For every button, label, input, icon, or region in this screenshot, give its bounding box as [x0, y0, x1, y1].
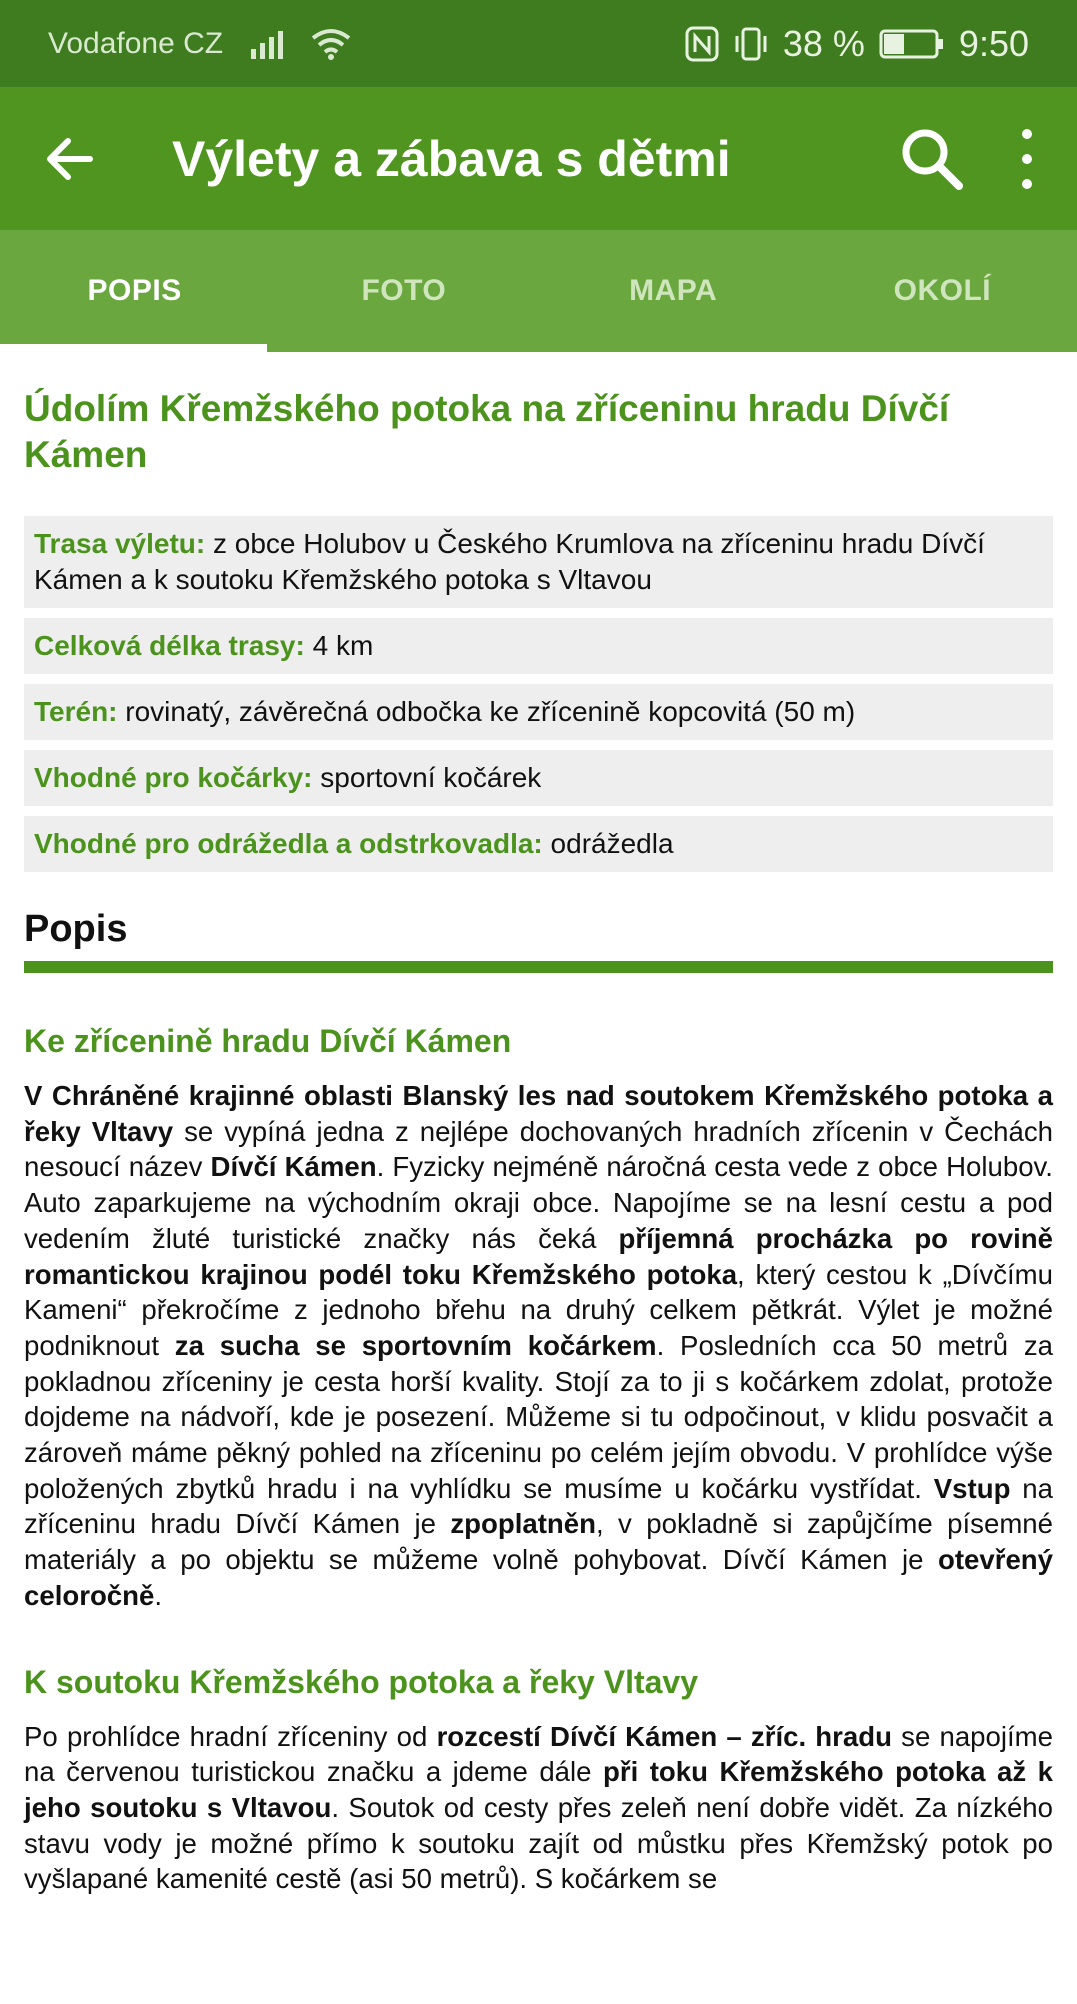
text: se napojíme na červenou turistickou značku a jdeme dále	[24, 1720, 1054, 1788]
tab-popis[interactable]: POPIS	[87, 274, 182, 307]
battery-percent: 38 %	[782, 22, 865, 64]
tab-bar	[0, 230, 1077, 352]
status-left	[48, 27, 351, 61]
paragraph-castle	[24, 1078, 1053, 1614]
vibrate-icon	[733, 26, 769, 62]
info-row-balance-bikes	[24, 816, 1053, 872]
text: .	[154, 1579, 163, 1611]
bold-text: Dívčí Kámen	[210, 1151, 377, 1183]
more-options-button[interactable]	[1017, 129, 1037, 189]
bold-text: zpoplatněn	[450, 1508, 596, 1540]
text: se vypíná jedna z nejlépe dochovaných hradních zřícenin v Čechách nesoucí název	[24, 1115, 1054, 1183]
text: . Soutok od cesty přes zeleň není dobře vidět. Za nízkého stavu vody je možné přímo k soutoku zajít od můstku přes Křemžský potok po vyšlapané kamenité cestě (asi 50 metrů). S kočárkem se	[24, 1791, 1053, 1895]
bold-text: rozcestí Dívčí Kámen – zříc. hradu	[436, 1720, 892, 1752]
info-value: 4 km	[312, 630, 374, 661]
info-row-route	[24, 516, 1053, 608]
info-value: odrážedla	[550, 828, 674, 859]
status-right	[685, 23, 1029, 65]
more-vert-icon	[1022, 129, 1032, 139]
bold-text: při toku Křemžského potoka až k jeho soutoku s Vltavou	[24, 1756, 1053, 1823]
info-row-strollers	[24, 750, 1053, 806]
info-value: z obce Holubov u Českého Krumlova na zříceninu hradu Dívčí Kámen a k soutoku Křemžského potoka s Vltavou	[34, 528, 985, 595]
paragraph-confluence	[24, 1719, 1053, 1898]
back-arrow-icon	[46, 137, 94, 181]
info-row-terrain	[24, 684, 1053, 740]
info-label: Vhodné pro kočárky:	[34, 762, 313, 793]
info-label: Celková délka trasy:	[34, 630, 305, 661]
info-row-length	[24, 618, 1053, 674]
text: Po prohlídce hradní zříceniny od	[24, 1720, 437, 1752]
search-button[interactable]	[897, 124, 967, 194]
signal-icon	[251, 29, 283, 59]
bold-text: Vstup	[933, 1472, 1011, 1504]
info-value: rovinatý, závěrečná odbočka ke zřícenině kopcovitá (50 m)	[125, 696, 856, 727]
search-icon	[897, 124, 967, 194]
section-title: Popis	[24, 908, 1053, 973]
tab-foto[interactable]: FOTO	[361, 274, 447, 307]
text: na zříceninu hradu Dívčí Kámen je	[24, 1472, 1054, 1540]
page-title: Údolím Křemžského potoka na zříceninu hradu Dívčí Kámen	[24, 388, 950, 475]
carrier-name: Vodafone CZ	[48, 26, 224, 60]
bold-text: za sucha se sportovním kočárkem	[174, 1329, 657, 1361]
text: . Fyzicky nejméně náročná cesta vede z obce Holubov. Auto zaparkujeme na východním okraji obce. Napojíme se na lesní cestu a pod vedením žluté turistické značky nás čeká	[24, 1151, 1053, 1254]
back-button[interactable]	[40, 129, 100, 189]
info-label: Trasa výletu:	[34, 528, 206, 559]
active-tab-indicator	[0, 344, 267, 352]
toolbar-title: Výlety a zábava s dětmi	[172, 130, 731, 187]
bold-text: příjemná procházka po rovině romantickou krajinou podél toku Křemžského potoka	[24, 1222, 1053, 1290]
text: , který cestou k „Dívčímu Kameni“ překročíme z jednoho břehu na druhý celkem pětkrát. Výlet je možné podniknout	[24, 1258, 1053, 1361]
text: , v pokladně si zapůjčíme písemné materiály a po objektu se můžeme volně pohybovat. Dívčí Kámen je	[24, 1508, 1053, 1576]
subsection-heading: Ke zřícenině hradu Dívčí Kámen	[24, 1023, 512, 1059]
bold-text: otevřený celoročně	[24, 1544, 1053, 1611]
clock: 9:50	[958, 22, 1029, 64]
info-value: sportovní kočárek	[320, 762, 542, 793]
wifi-icon	[311, 28, 351, 60]
nfc-icon	[685, 26, 719, 62]
bold-text: V Chráněné krajinné oblasti Blanský les nad soutokem Křemžského potoka a řeky Vltavy	[24, 1080, 1053, 1147]
content	[0, 386, 1077, 1895]
text: . Posledních cca 50 metrů za pokladnou zříceniny je cesta horší kvality. Stojí za to ji s kočárkem zdolat, protože dojdeme na nádvoří, kde je posezení. Můžeme si tu odpočinout, v klidu posvačit a zároveň máme pěkný pohled na zříceninu po celém jejím obvodu. V prohlídce výše položených zbytků hradu i na vyhlídku se musíme u kočárku vystřídat.	[24, 1329, 1053, 1504]
info-label: Vhodné pro odrážedla a odstrkovadla:	[34, 828, 543, 859]
tab-mapa[interactable]: MAPA	[629, 274, 718, 307]
app-toolbar	[0, 87, 1077, 230]
status-bar	[0, 0, 1077, 87]
tab-okoli[interactable]: OKOLÍ	[893, 274, 992, 307]
subsection-heading: K soutoku Křemžského potoka a řeky Vltavy	[24, 1663, 698, 1700]
info-label: Terén:	[34, 696, 118, 727]
clipped-paragraph-container	[24, 1719, 1054, 1895]
battery-icon	[879, 28, 945, 60]
